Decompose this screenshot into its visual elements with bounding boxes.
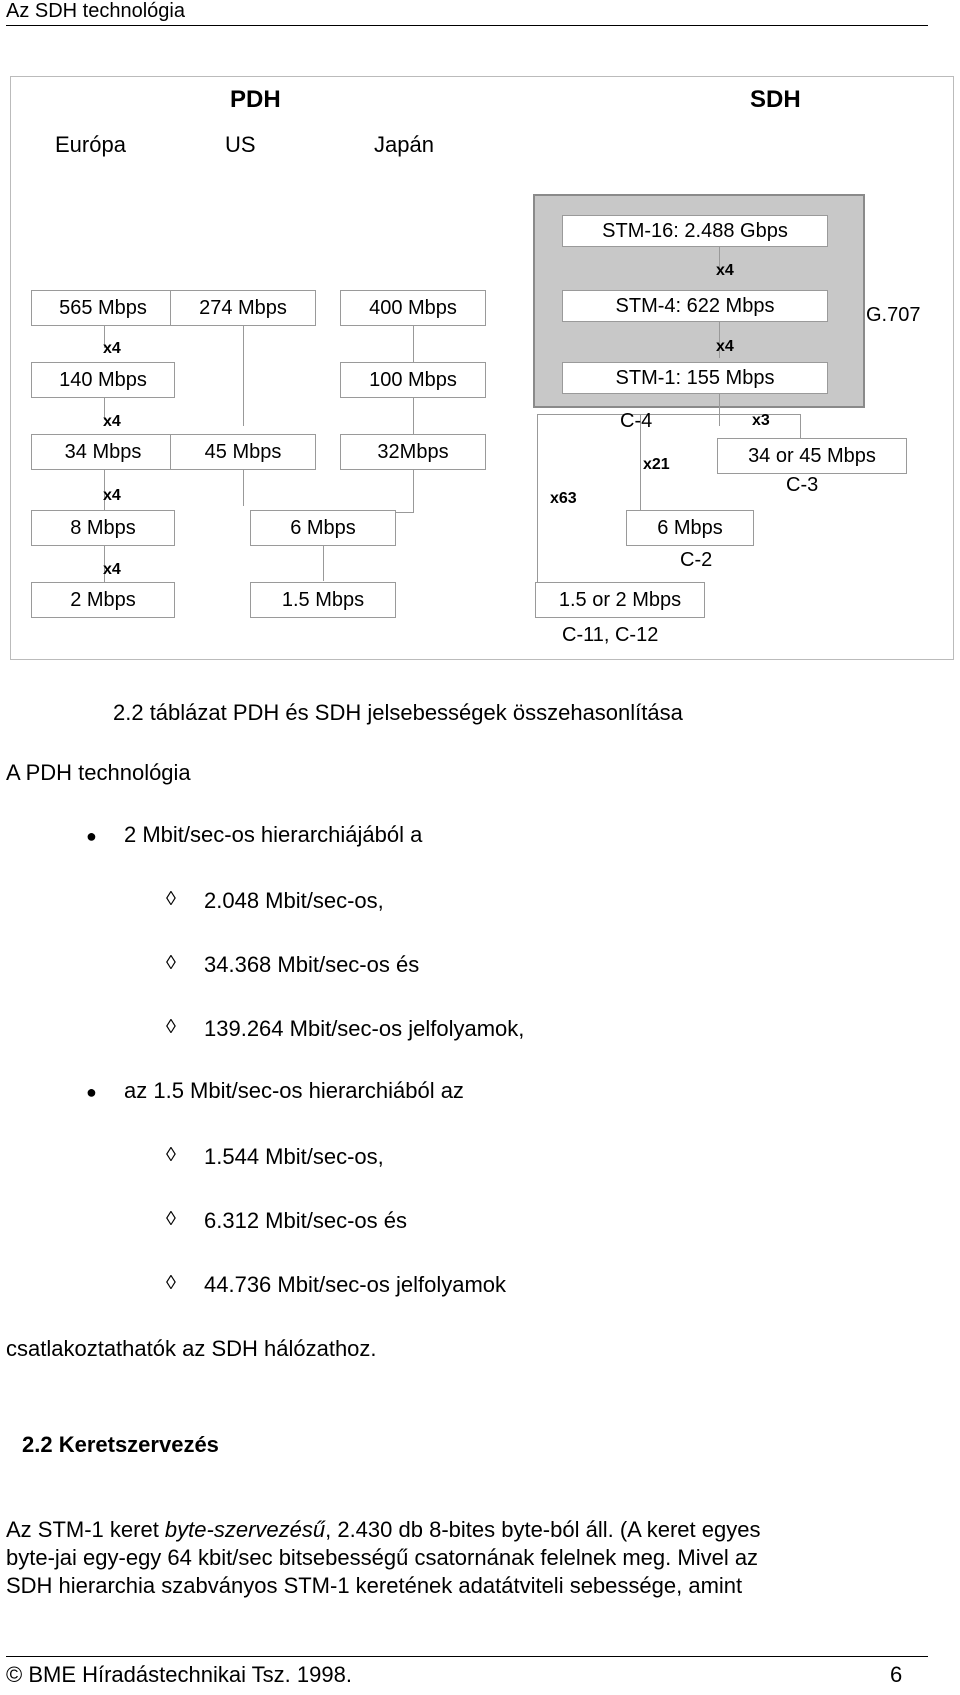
multiplier: x21 — [643, 456, 670, 473]
paragraph-text: , 2.430 db 8-bites byte-ból áll. (A keret egyes — [325, 1517, 761, 1542]
diamond-icon: ◊ — [166, 888, 176, 910]
column-europe: Európa — [55, 132, 126, 157]
rate-box: 8 Mbps — [31, 510, 175, 546]
intro-line: A PDH technológia — [6, 760, 191, 785]
list-item: az 1.5 Mbit/sec-os hierarchiából az — [124, 1078, 464, 1103]
paragraph-text: Az STM-1 keret — [6, 1517, 165, 1542]
connector — [413, 470, 414, 512]
diamond-icon: ◊ — [166, 1016, 176, 1038]
connector — [719, 394, 720, 414]
c2-label: C-2 — [680, 549, 713, 571]
c3-label: C-3 — [786, 474, 819, 496]
multiplier: x4 — [103, 487, 121, 504]
figure-caption: 2.2 táblázat PDH és SDH jelsebességek összehasonlítása — [113, 700, 683, 725]
stm1-box: STM-1: 155 Mbps — [562, 362, 828, 394]
rate-box: 6 Mbps — [626, 510, 754, 546]
connector — [323, 545, 324, 581]
paragraph-line: byte-jai egy-egy 64 kbit/sec bitsebességű csatornának felelnek meg. Mivel az — [6, 1545, 759, 1570]
connector — [243, 470, 244, 506]
rate-box: 6 Mbps — [250, 510, 396, 546]
bullet-icon: ● — [86, 826, 97, 846]
multiplier: x63 — [550, 490, 577, 507]
rate-box: 2 Mbps — [31, 582, 175, 618]
diamond-icon: ◊ — [166, 1208, 176, 1230]
list-subitem: 44.736 Mbit/sec-os jelfolyamok — [204, 1272, 507, 1297]
header-rule — [6, 25, 928, 26]
rate-box: 1.5 Mbps — [250, 582, 396, 618]
connector — [800, 414, 801, 438]
sdh-title: SDH — [750, 86, 801, 113]
connector — [537, 414, 538, 440]
column-us: US — [225, 132, 256, 157]
conclusion-line: csatlakoztathatók az SDH hálózathoz. — [6, 1336, 377, 1361]
rate-box: 400 Mbps — [340, 290, 486, 326]
list-subitem: 2.048 Mbit/sec-os, — [204, 888, 384, 913]
multiplier: x3 — [752, 412, 770, 429]
list-subitem: 139.264 Mbit/sec-os jelfolyamok, — [204, 1016, 525, 1041]
body-paragraph — [6, 1516, 922, 1600]
rate-box: 34 or 45 Mbps — [717, 438, 907, 474]
diamond-icon: ◊ — [166, 952, 176, 974]
rate-box: 140 Mbps — [31, 362, 175, 398]
diamond-icon: ◊ — [166, 1272, 176, 1294]
connector — [537, 440, 538, 590]
rate-box: 1.5 or 2 Mbps — [535, 582, 705, 618]
multiplier: x4 — [103, 561, 121, 578]
connector — [719, 414, 720, 426]
g707-label: G.707 — [866, 304, 921, 326]
footer-copyright: © BME Híradástechnikai Tsz. 1998. — [6, 1662, 352, 1687]
running-header: Az SDH technológia — [6, 0, 185, 22]
page-number: 6 — [890, 1662, 903, 1687]
diamond-icon: ◊ — [166, 1144, 176, 1166]
paragraph-emphasis: byte-szervezésű — [164, 1517, 326, 1542]
bullet-icon: ● — [86, 1082, 97, 1102]
multiplier: x4 — [716, 338, 734, 355]
section-heading: 2.2 Keretszervezés — [22, 1432, 219, 1457]
footer-rule — [6, 1656, 928, 1657]
rate-box: 274 Mbps — [170, 290, 316, 326]
pdh-title: PDH — [230, 86, 281, 113]
rate-box: 32Mbps — [340, 434, 486, 470]
multiplier: x4 — [103, 413, 121, 430]
multiplier: x4 — [103, 340, 121, 357]
list-subitem: 6.312 Mbit/sec-os és — [204, 1208, 407, 1233]
connector — [413, 398, 414, 434]
paragraph-line: SDH hierarchia szabványos STM-1 keretének adatátviteli sebessége, amint — [6, 1573, 743, 1598]
rate-box: 34 Mbps — [31, 434, 175, 470]
connector — [243, 326, 244, 426]
stm4-box: STM-4: 622 Mbps — [562, 290, 828, 322]
c11-c12-label: C-11, C-12 — [562, 624, 659, 646]
rate-box: 565 Mbps — [31, 290, 175, 326]
column-japan: Japán — [374, 132, 434, 157]
stm16-box: STM-16: 2.488 Gbps — [562, 215, 828, 247]
multiplier: x4 — [716, 262, 734, 279]
rate-box: 45 Mbps — [170, 434, 316, 470]
c4-label: C-4 — [620, 410, 653, 432]
rate-box: 100 Mbps — [340, 362, 486, 398]
list-subitem: 34.368 Mbit/sec-os és — [204, 952, 420, 977]
list-subitem: 1.544 Mbit/sec-os, — [204, 1144, 384, 1169]
list-item: 2 Mbit/sec-os hierarchiájából a — [124, 822, 423, 847]
connector — [413, 326, 414, 362]
